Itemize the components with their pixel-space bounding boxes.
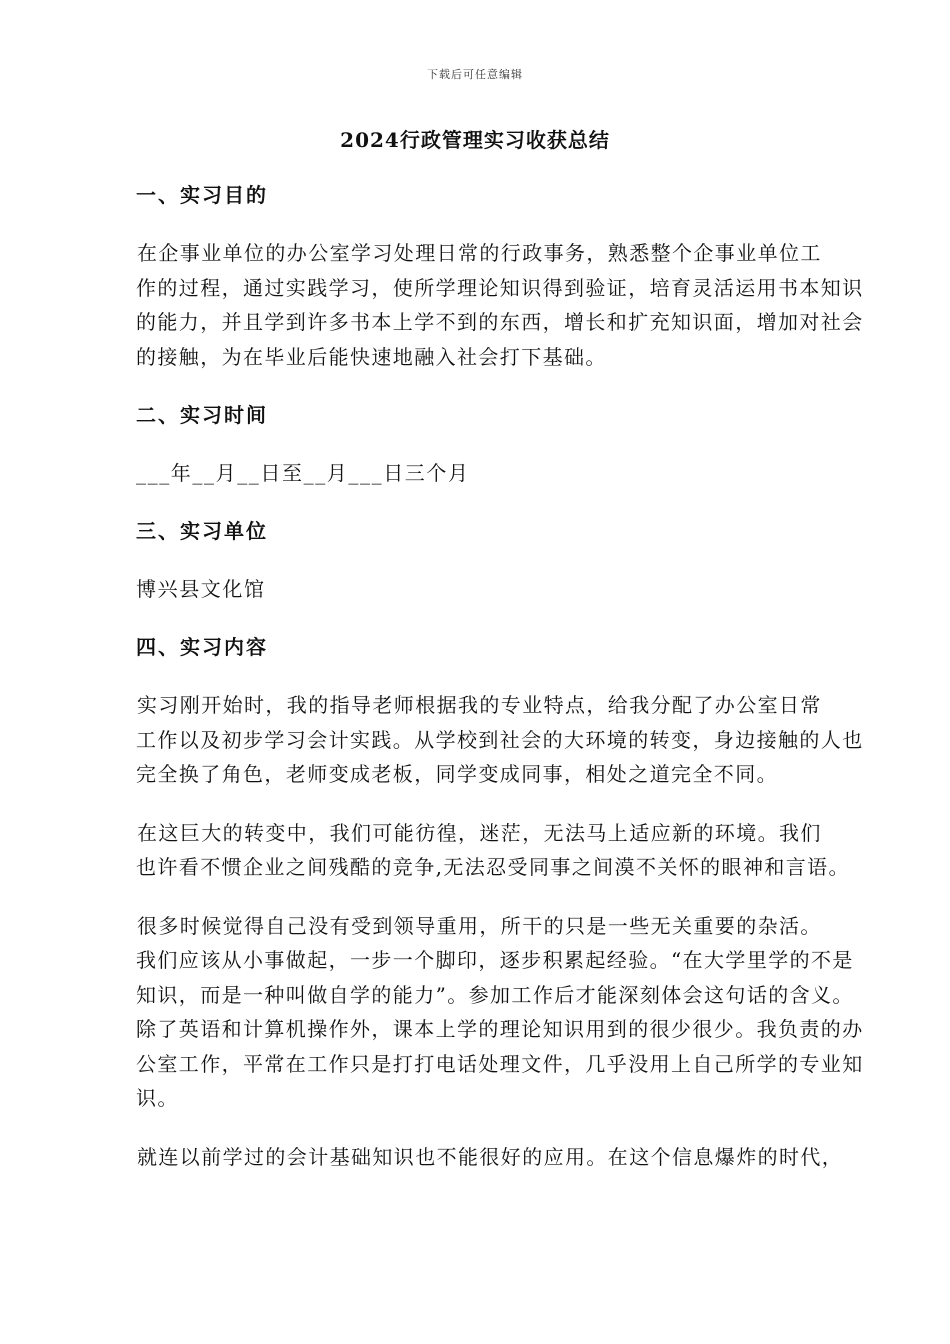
paragraph-line: 我们应该从小事做起，一步一个脚印，逐步积累起经验。“在大学里学的不是 (136, 948, 854, 972)
paragraph-line: 的能力，并且学到许多书本上学不到的东西，增长和扩充知识面，增加对社会 (136, 310, 864, 334)
paragraph-content-1 (1, 688, 864, 792)
paragraph-line: 知识，而是一种叫做自学的能力”。参加工作后才能深刻体会这句话的含义。 (136, 982, 854, 1007)
paragraph-content-2 (1, 816, 850, 885)
paragraph-line: 在企事业单位的办公室学习处理日常的行政事务，熟悉整个企事业单位工 (137, 241, 822, 265)
paragraph-content-3 (1, 909, 864, 1116)
paragraph-line: 也许看不惯企业之间残酷的竞争,无法忍受同事之间漠不关怀的眼神和言语。 (136, 855, 850, 879)
document-body (136, 178, 864, 1198)
paragraph-line: 公室工作，平常在工作只是打打电话处理文件，几乎没用上自己所学的专业知 (136, 1051, 864, 1076)
paragraph-line: 的接触，为在毕业后能快速地融入社会打下基础。 (136, 344, 607, 369)
paragraph-purpose (1, 236, 864, 374)
section-heading-unit: 三、实习单位 (136, 519, 268, 543)
paragraph-line: 工作以及初步学习会计实践。从学校到社会的大环境的转变，身边接触的人也 (136, 727, 864, 752)
paragraph-line: 实习刚开始时，我的指导老师根据我的专业特点，给我分配了办公室日常 (137, 693, 822, 717)
paragraph-content-4 (1, 1140, 850, 1175)
section-heading-content: 四、实习内容 (136, 635, 268, 659)
internship-unit: 博兴县文化馆 (136, 577, 266, 601)
document-title: 2024行政管理实习收获总结 (340, 128, 610, 152)
paragraph-line: 完全换了角色，老师变成老板，同学变成同事，相处之道完全不同。 (136, 762, 778, 786)
paragraph-line: 除了英语和计算机操作外，课本上学的理论知识用到的很少很少。我负责的办 (136, 1017, 864, 1041)
paragraph-line: 很多时候觉得自己没有受到领导重用，所干的只是一些无关重要的杂活。 (137, 913, 822, 938)
internship-period: ___年__月__日至__月___日三个月 (136, 461, 470, 485)
section-heading-purpose: 一、实习目的 (136, 183, 268, 207)
paragraph-line: 识。 (136, 1086, 179, 1110)
paragraph-line: 就连以前学过的会计基础知识也不能很好的应用。在这个信息爆炸的时代， (137, 1144, 844, 1169)
paragraph-line: 在这巨大的转变中，我们可能彷徨，迷茫，无法马上适应新的环境。我们 (137, 820, 822, 845)
paragraph-line: 作的过程，通过实践学习，使所学理论知识得到验证，培育灵活运用书本知识 (136, 275, 864, 300)
header-note: 下载后可任意编辑 (427, 68, 523, 81)
section-heading-time: 二、实习时间 (136, 403, 268, 427)
